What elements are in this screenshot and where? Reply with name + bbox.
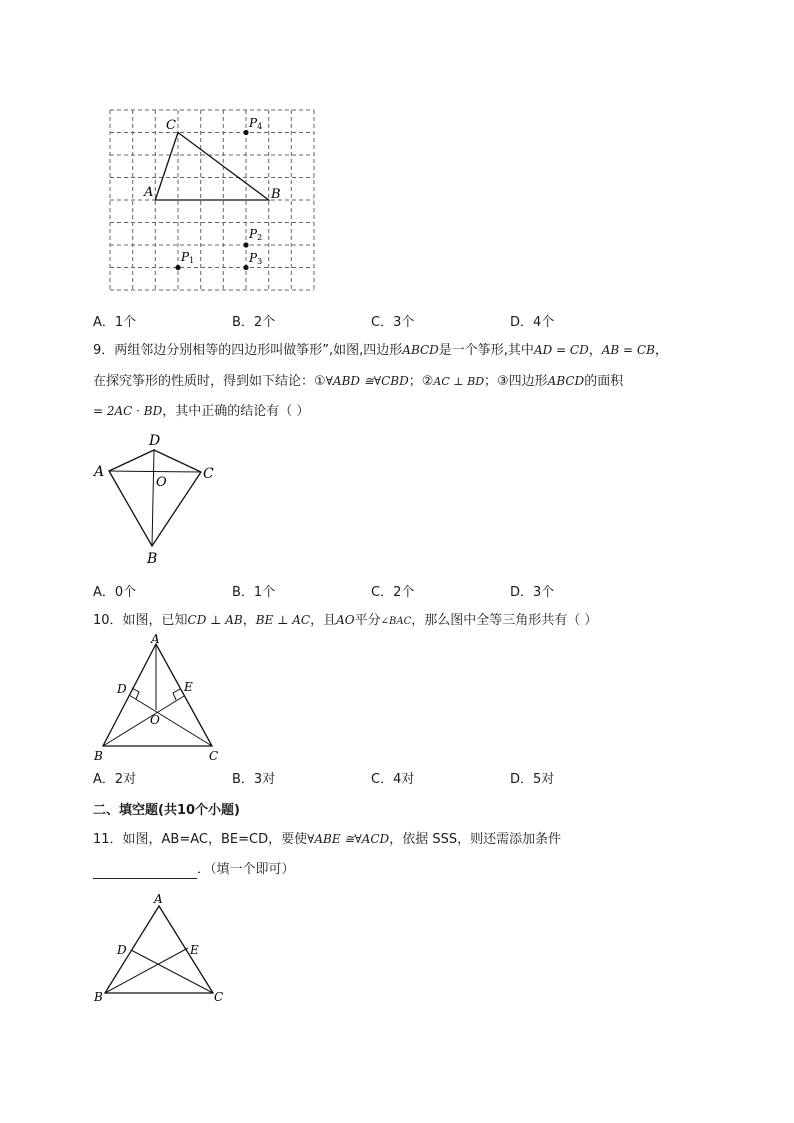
- section-heading-fill-blank: 二、填空题(共10个小题): [93, 803, 240, 818]
- q9-option-c[interactable]: C．2个: [371, 585, 415, 600]
- q9-line-3: = 2AC · BD，其中正确的结论有（ ）: [93, 404, 310, 419]
- triangle-abc: [155, 133, 268, 201]
- label-d: D: [117, 682, 127, 696]
- q8-option-a[interactable]: A．1个: [93, 315, 137, 330]
- point-p1: [175, 265, 180, 270]
- q10-option-b[interactable]: B．3对: [232, 772, 276, 787]
- kite-abcd: [109, 450, 201, 546]
- q8-option-d[interactable]: D．4个: [510, 315, 555, 330]
- triangle-altitudes-figure: [88, 632, 238, 767]
- label-a: A: [154, 892, 163, 906]
- label-a: A: [151, 632, 160, 646]
- q8-option-b[interactable]: B．2个: [232, 315, 276, 330]
- segment-cd: [129, 695, 212, 746]
- label-c: C: [166, 118, 176, 133]
- label-b: B: [94, 990, 103, 1004]
- q11-stem: 11．如图，AB=AC，BE=CD，要使∀ABE ≅∀ACD，依据 SSS，则还需添加条件: [93, 832, 562, 847]
- q8-option-c[interactable]: C．3个: [371, 315, 415, 330]
- q10-stem: 10．如图，已知CD ⊥ AB，BE ⊥ AC，且AO平分∠BAC，那么图中全等三角形共有（ ）: [93, 613, 598, 628]
- q10-option-a[interactable]: A．2对: [93, 772, 137, 787]
- right-angle-e: [173, 689, 180, 700]
- q10-option-c[interactable]: C．4对: [371, 772, 415, 787]
- label-c: C: [203, 466, 214, 482]
- point-p4: [243, 130, 248, 135]
- diagonal-ac: [109, 471, 201, 472]
- label-e: E: [190, 943, 199, 957]
- q9-option-a[interactable]: A．0个: [93, 585, 137, 600]
- label-b: B: [147, 551, 158, 567]
- answer-blank[interactable]: [93, 864, 197, 879]
- triangle-crossing-figure: [88, 890, 238, 1010]
- kite-figure: [90, 428, 230, 568]
- diagonal-bd: [152, 450, 154, 546]
- q10-option-d[interactable]: D．5对: [510, 772, 555, 787]
- point-p3: [243, 265, 248, 270]
- label-c: C: [209, 749, 219, 763]
- label-o: O: [156, 475, 167, 490]
- grid-triangle-figure: [100, 100, 330, 300]
- point-p2: [243, 242, 248, 247]
- q9-option-d[interactable]: D．3个: [510, 585, 555, 600]
- label-p3: P3: [249, 251, 263, 266]
- label-p1: P1: [181, 250, 195, 265]
- q9-option-b[interactable]: B．1个: [232, 585, 276, 600]
- label-d: D: [149, 433, 161, 449]
- label-b: B: [271, 187, 281, 202]
- q11-line-2: ．（填一个即可）: [93, 861, 295, 879]
- q9-line-2: 在探究筝形的性质时，得到如下结论：①∀ABD ≅∀CBD；②AC ⊥ BD；③四边形ABCD的面积: [93, 374, 624, 389]
- label-o: O: [150, 713, 160, 727]
- label-d: D: [117, 943, 127, 957]
- label-a: A: [94, 464, 105, 480]
- label-e: E: [184, 680, 193, 694]
- label-b: B: [94, 749, 103, 763]
- q9-line-1: 9．两组邻边分别相等的四边形叫做筝形”,如图,四边形ABCD是一个筝形,其中AD = CD，AB = CB，: [93, 343, 668, 358]
- label-c: C: [214, 990, 224, 1004]
- label-a: A: [144, 185, 154, 200]
- label-p4: P4: [249, 116, 263, 131]
- label-p2: P2: [249, 227, 263, 242]
